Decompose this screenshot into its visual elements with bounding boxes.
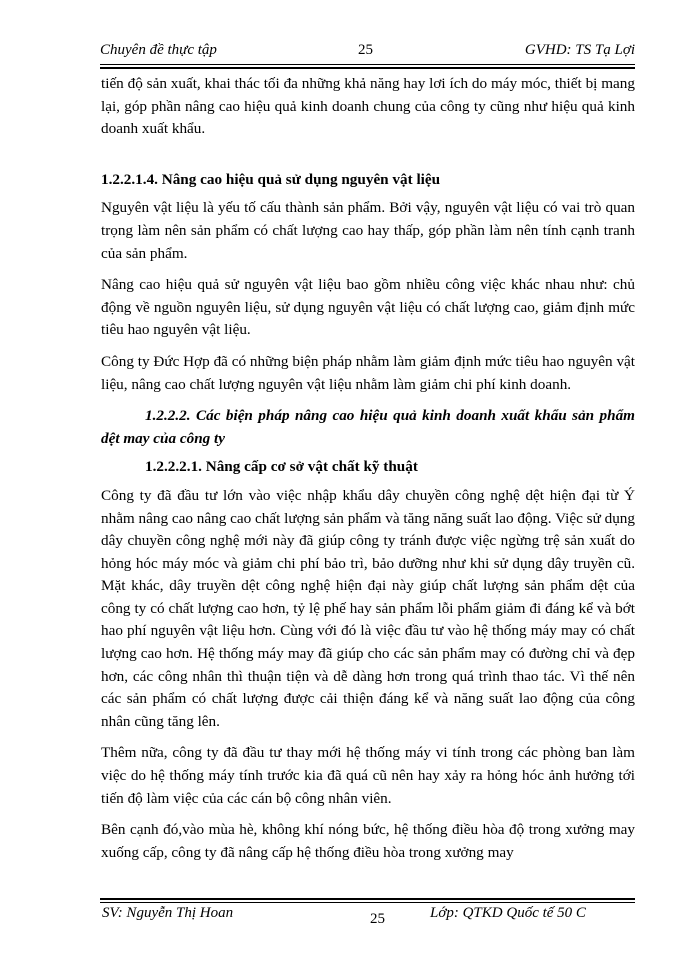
paragraph-continuation: tiến độ sản xuất, khai thác tối đa những khả năng hay lơi ích do máy móc, thiết bị mang lại, góp phần nâng cao hiệu quả kinh doanh chung của công ty cũng như hiệu quả kinh doanh xuất khẩu.: [101, 75, 635, 138]
paragraph-technology-investment: Công ty đã đầu tư lớn vào việc nhập khẩu dây chuyền công nghệ dệt hiện đại từ Ý nhằm nâng cao nâng cao chất lượng sản phẩm và tăng năng suất lao động. Việc sử dụng dây chuyền công nghệ mới này đã giúp công ty tránh được việc ngừng trệ sản xuất do hỏng hóc máy móc và giảm chi phí bảo trì, bảo dưỡng như khi sử dụng dây truyền cũ. Mặt khác, dây truyền dệt công nghệ hiện đại này giúp chất lượng sản phẩm dệt của công ty có chất lượng cao hơn, tỷ lệ phế hay sản phẩm lỗi phẩm giảm đi đáng kể và bớt hao phí nguyên vật liệu hơn. Cùng với đó là việc đầu tư vào hệ thống máy may có chất lượng cao hơn. Hệ thống máy may đã giúp cho các sản phẩm may có đường chỉ và đẹp hơn, các công nhân thì thuận tiện và dễ dàng hơn trong quá trình thao tác. Vì thế nên các sản phẩm có chất lượng được cải thiện đáng kể và năng suất lao động của công nhân cũng tăng lên.: [101, 486, 635, 730]
paragraph-computer-upgrade: Thêm nữa, công ty đã đầu tư thay mới hệ thống máy vi tính trong các phòng ban làm việc do hệ thống máy tính trước kia đã quá cũ nên hay xảy ra hỏng hóc ảnh hưởng tới tiến độ làm việc của các cán bộ công nhân viên.: [101, 744, 635, 807]
footer-class: Lớp: QTKD Quốc tế 50 C: [430, 905, 586, 921]
footer-page-number: 25: [370, 911, 385, 927]
header-report-title: Chuyên đề thực tập: [100, 42, 217, 58]
page-header: [100, 40, 635, 64]
paragraph-materials-role: Nguyên vật liệu là yếu tố cấu thành sản phẩm. Bởi vậy, nguyên vật liệu có vai trò quan trọng làm nên sản phẩm có chất lượng cao hay thấp, góp phần làm nên tính cạnh tranh của sản phẩm.: [101, 199, 635, 262]
document-body: [101, 73, 635, 864]
page-footer: [100, 903, 635, 929]
paragraph-materials-efficiency: Nâng cao hiệu quả sử nguyên vật liệu bao gồm nhiều công việc khác nhau như: chủ động về nguồn nguyên liệu, sử dụng nguyên vật liệu có chất lượng cao, giảm định mức tiêu hao nguyên vật liệu.: [101, 276, 635, 339]
section-heading-1-2-2-2: 1.2.2.2. Các biện pháp nâng cao hiệu quả kinh doanh xuất khẩu sản phẩm dệt may của công ty: [101, 407, 635, 447]
paragraph-air-conditioning: Bên cạnh đó,vào mùa hè, không khí nóng bức, hệ thống điều hòa độ trong xưởng may xuống cấp, công ty đã nâng cấp hệ thống điều hòa trong xưởng may: [101, 821, 635, 861]
section-heading-1-2-2-2-1: 1.2.2.2.1. Nâng cấp cơ sở vật chất kỹ thuật: [145, 458, 418, 476]
header-rule: [100, 64, 635, 69]
header-supervisor: GVHD: TS Tạ Lợi: [524, 42, 635, 58]
header-page-number: 25: [358, 42, 373, 58]
section-heading-1-2-2-1-4: 1.2.2.1.4. Nâng cao hiệu quả sử dụng nguyên vật liệu: [101, 170, 441, 188]
footer-student: SV: Nguyễn Thị Hoan: [102, 905, 234, 921]
paragraph-duc-hop-measures: Công ty Đức Hợp đã có những biện pháp nhằm làm giảm định mức tiêu hao nguyên vật liệu, nâng cao chất lượng nguyên vật liệu nhằm làm giảm chi phí kinh doanh.: [101, 352, 635, 393]
